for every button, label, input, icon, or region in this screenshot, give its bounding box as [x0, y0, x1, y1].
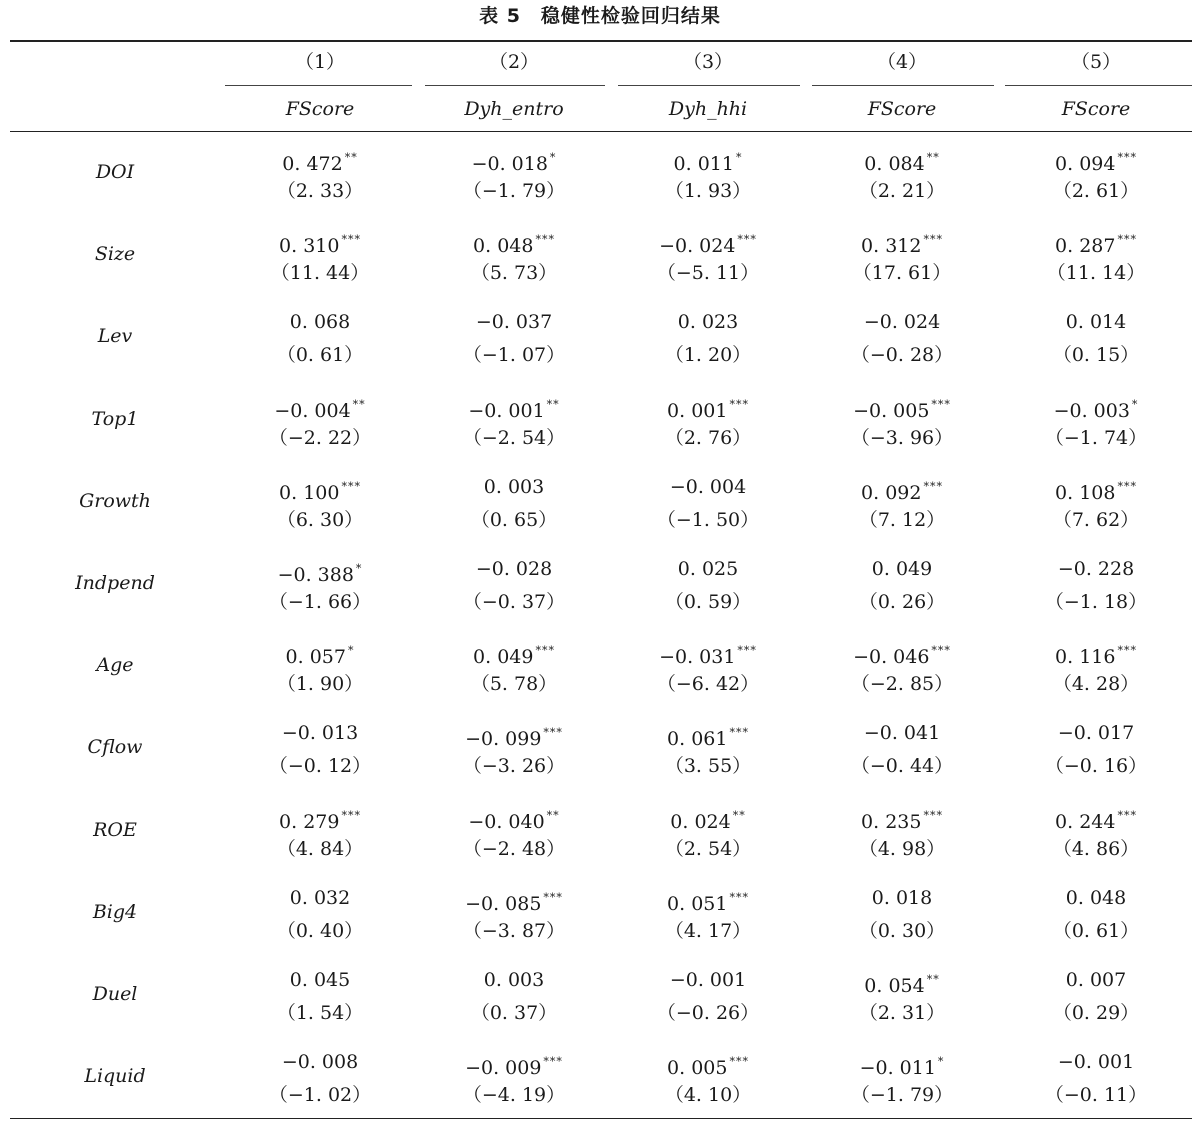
coefficient — [419, 310, 609, 334]
coefficient — [225, 804, 415, 834]
coefficient-value: 0. 057 — [285, 646, 346, 669]
coefficient — [419, 146, 609, 176]
variable-name: ROE — [93, 818, 137, 841]
coefficient — [613, 393, 803, 423]
significance-stars: ** — [926, 151, 940, 164]
coefficient-value: 0. 108 — [1055, 481, 1116, 504]
t-statistic: （−0. 26） — [656, 1002, 760, 1024]
t-statistic: （0. 59） — [664, 591, 752, 613]
coefficient — [807, 393, 997, 423]
coefficient-value: 0. 025 — [677, 558, 739, 580]
coefficient-value: −0. 008 — [281, 1051, 359, 1074]
variable-name: Growth — [79, 489, 151, 512]
coefficient — [419, 228, 609, 258]
t-statistic: （17. 61） — [852, 262, 952, 285]
coefficient-value: 0. 092 — [861, 481, 922, 504]
variable-name: DOI — [95, 161, 135, 183]
t-statistic: （−1. 07） — [462, 344, 566, 367]
coefficient — [613, 886, 803, 916]
t-statistic: （2. 21） — [858, 180, 946, 202]
t-statistic: （0. 30） — [858, 919, 946, 942]
t-statistic: （1. 54） — [276, 1002, 364, 1024]
coefficient — [225, 886, 415, 910]
coefficient — [225, 475, 415, 505]
coefficient — [1001, 639, 1191, 669]
coefficient — [1001, 1050, 1191, 1074]
t-statistic: （−1. 79） — [850, 1084, 954, 1107]
t-statistic: （4. 86） — [1052, 837, 1140, 860]
t-statistic: （2. 33） — [276, 180, 364, 202]
column-number: （4） — [876, 51, 928, 73]
coefficient — [419, 721, 609, 751]
coefficient — [613, 721, 803, 751]
coefficient-value: −0. 099 — [465, 728, 542, 751]
t-statistic: （−0. 16） — [1044, 755, 1148, 778]
coefficient — [613, 228, 803, 258]
t-statistic: （5. 73） — [470, 262, 558, 285]
t-statistic: （−4. 19） — [462, 1084, 566, 1107]
coefficient-value: 0. 024 — [670, 810, 731, 833]
significance-stars: *** — [923, 233, 943, 247]
coefficient-value: −0. 004 — [669, 475, 747, 498]
coefficient-value: −0. 041 — [863, 722, 941, 745]
t-statistic: （4. 10） — [664, 1084, 752, 1107]
variable-name: Age — [96, 654, 134, 677]
column-number: （2） — [488, 51, 540, 73]
significance-stars: *** — [737, 233, 757, 247]
top-rule — [10, 40, 1192, 42]
header-rule — [10, 131, 1192, 132]
t-statistic: （6. 30） — [276, 508, 364, 531]
t-statistic: （5. 78） — [470, 673, 558, 696]
coefficient-value: −0. 013 — [281, 722, 359, 745]
dependent-variable: FScore — [1061, 98, 1131, 120]
coefficient-value: 0. 068 — [289, 311, 351, 334]
coefficient — [419, 639, 609, 669]
significance-stars: *** — [1117, 808, 1137, 822]
coefficient — [419, 557, 609, 581]
variable-name: Top1 — [91, 407, 139, 430]
coefficient-value: 0. 094 — [1055, 153, 1116, 175]
t-statistic: （0. 29） — [1052, 1002, 1140, 1024]
coefficient-value: −0. 011 — [859, 1057, 936, 1080]
coefficient-value: 0. 048 — [473, 235, 534, 258]
t-statistic: （−1. 79） — [462, 180, 566, 202]
t-statistic: （1. 20） — [664, 344, 752, 367]
t-statistic: （−5. 11） — [656, 262, 760, 285]
t-statistic: （−0. 12） — [268, 755, 372, 778]
coefficient-value: −0. 018 — [471, 153, 548, 175]
coefficient-value: 0. 045 — [289, 969, 351, 991]
coefficient-value: −0. 009 — [465, 1057, 542, 1080]
significance-stars: ** — [352, 397, 366, 411]
significance-stars: *** — [543, 726, 563, 740]
t-statistic: （−6. 42） — [656, 673, 760, 696]
coefficient — [1001, 557, 1191, 581]
significance-stars: ** — [344, 151, 358, 164]
t-statistic: （11. 14） — [1046, 262, 1146, 285]
significance-stars: *** — [1117, 233, 1137, 247]
coefficient-value: 0. 472 — [282, 153, 343, 175]
dependent-variable: Dyh_hhi — [668, 98, 748, 120]
coefficient — [419, 475, 609, 499]
coefficient-value: 0. 032 — [289, 886, 351, 909]
coefficient — [225, 968, 415, 992]
coefficient — [225, 557, 415, 587]
t-statistic: （2. 31） — [858, 1002, 946, 1024]
significance-stars: *** — [729, 890, 749, 904]
coefficient-value: −0. 031 — [659, 646, 736, 669]
coefficient-value: 0. 001 — [667, 399, 728, 422]
coefficient — [807, 804, 997, 834]
variable-name: Big4 — [92, 900, 138, 923]
coefficient-value: 0. 007 — [1065, 969, 1127, 991]
coefficient-value: −0. 040 — [468, 810, 545, 833]
coefficient-value: −0. 037 — [475, 311, 553, 334]
coefficient — [807, 228, 997, 258]
significance-stars: *** — [923, 808, 943, 822]
significance-stars: * — [1131, 397, 1139, 411]
significance-stars: *** — [535, 644, 555, 658]
coefficient — [1001, 393, 1191, 423]
coefficient — [1001, 228, 1191, 258]
coefficient — [613, 475, 803, 499]
coefficient-value: 0. 287 — [1055, 235, 1116, 258]
coefficient-value: 0. 235 — [861, 810, 922, 833]
t-statistic: （0. 61） — [276, 344, 364, 367]
t-statistic: （−2. 54） — [462, 426, 566, 449]
t-statistic: （−2. 48） — [462, 837, 566, 860]
dependent-variable: Dyh_entro — [464, 98, 564, 120]
coefficient — [419, 968, 609, 992]
t-statistic: （−1. 50） — [656, 508, 760, 531]
significance-stars: *** — [535, 233, 555, 247]
t-statistic: （−0. 44） — [850, 755, 954, 778]
coefficient — [419, 393, 609, 423]
significance-stars: *** — [923, 479, 943, 493]
coefficient — [225, 146, 415, 176]
coefficient-value: 0. 014 — [1065, 311, 1127, 334]
variable-name: Indpend — [75, 572, 155, 594]
coefficient-value: 0. 005 — [667, 1057, 728, 1080]
t-statistic: （−3. 87） — [462, 919, 566, 942]
t-statistic: （−2. 85） — [850, 673, 954, 696]
coefficient — [807, 146, 997, 176]
coefficient-value: 0. 049 — [871, 558, 933, 580]
t-statistic: （−0. 37） — [462, 591, 566, 613]
t-statistic: （4. 28） — [1052, 673, 1140, 696]
coefficient-value: 0. 061 — [667, 728, 728, 751]
coefficient — [1001, 310, 1191, 334]
coefficient-value: −0. 228 — [1057, 558, 1135, 580]
variable-name: Size — [94, 243, 136, 266]
coefficient — [807, 886, 997, 910]
coefficient — [1001, 721, 1191, 745]
coefficient-value: −0. 003 — [1053, 399, 1130, 422]
coefficient-value: 0. 084 — [864, 153, 925, 175]
column-rule — [1005, 85, 1192, 86]
coefficient-value: −0. 005 — [853, 399, 930, 422]
bottom-rule — [10, 1118, 1192, 1119]
significance-stars: *** — [737, 644, 757, 658]
t-statistic: （2. 54） — [664, 837, 752, 860]
coefficient — [419, 1050, 609, 1080]
coefficient-value: −0. 024 — [659, 235, 736, 258]
coefficient-value: 0. 023 — [677, 311, 739, 334]
t-statistic: （−1. 18） — [1044, 591, 1148, 613]
t-statistic: （4. 84） — [276, 837, 364, 860]
t-statistic: （−3. 26） — [462, 755, 566, 778]
coefficient — [225, 310, 415, 334]
t-statistic: （7. 12） — [858, 508, 946, 531]
coefficient — [613, 968, 803, 992]
column-number: （1） — [294, 51, 346, 73]
coefficient — [613, 639, 803, 669]
t-statistic: （1. 93） — [664, 180, 752, 202]
coefficient-value: 0. 003 — [483, 475, 545, 498]
significance-stars: *** — [729, 397, 749, 411]
t-statistic: （−1. 74） — [1044, 426, 1148, 449]
variable-name: Cflow — [87, 736, 143, 759]
t-statistic: （0. 40） — [276, 919, 364, 942]
table-title: 表 5 稳健性检验回归结果 — [479, 5, 721, 27]
t-statistic: （11. 44） — [270, 262, 370, 285]
significance-stars: *** — [931, 397, 951, 411]
coefficient — [1001, 146, 1191, 176]
coefficient — [1001, 475, 1191, 505]
t-statistic: （0. 65） — [470, 508, 558, 531]
variable-name: Lev — [97, 325, 133, 348]
coefficient-value: 0. 018 — [871, 886, 933, 909]
coefficient — [613, 557, 803, 581]
t-statistic: （0. 61） — [1052, 919, 1140, 942]
coefficient — [225, 228, 415, 258]
coefficient-value: 0. 310 — [279, 235, 340, 258]
coefficient-value: −0. 017 — [1057, 722, 1135, 745]
coefficient — [807, 639, 997, 669]
column-number: （5） — [1070, 51, 1122, 73]
t-statistic: （4. 17） — [664, 919, 752, 942]
dependent-variable: FScore — [285, 98, 355, 120]
coefficient-value: 0. 244 — [1055, 810, 1116, 833]
t-statistic: （1. 90） — [276, 673, 364, 696]
coefficient — [1001, 968, 1191, 992]
coefficient — [225, 639, 415, 669]
t-statistic: （2. 61） — [1052, 180, 1140, 202]
coefficient-value: 0. 279 — [279, 810, 340, 833]
coefficient-value: 0. 011 — [673, 153, 734, 175]
t-statistic: （−1. 66） — [268, 591, 372, 613]
t-statistic: （3. 55） — [664, 755, 752, 778]
coefficient-value: −0. 001 — [1057, 1051, 1135, 1074]
coefficient — [807, 721, 997, 745]
significance-stars: ** — [926, 973, 940, 986]
coefficient-value: −0. 024 — [863, 311, 941, 334]
t-statistic: （2. 76） — [664, 426, 752, 449]
significance-stars: *** — [1117, 151, 1137, 164]
coefficient-value: 0. 054 — [864, 975, 925, 997]
significance-stars: * — [355, 562, 363, 575]
significance-stars: * — [549, 151, 557, 164]
t-statistic: （−2. 22） — [268, 426, 372, 449]
significance-stars: *** — [1117, 479, 1137, 493]
coefficient — [613, 146, 803, 176]
coefficient — [225, 393, 415, 423]
coefficient-value: −0. 001 — [468, 399, 545, 422]
t-statistic: （−0. 11） — [1044, 1084, 1148, 1107]
coefficient-value: 0. 049 — [473, 646, 534, 669]
coefficient — [807, 310, 997, 334]
coefficient-value: 0. 051 — [667, 892, 728, 915]
significance-stars: *** — [543, 890, 563, 904]
t-statistic: （7. 62） — [1052, 508, 1140, 531]
significance-stars: ** — [546, 808, 560, 822]
significance-stars: *** — [931, 644, 951, 658]
t-statistic: （0. 37） — [470, 1002, 558, 1024]
significance-stars: *** — [341, 808, 361, 822]
coefficient — [807, 968, 997, 998]
coefficient-value: −0. 001 — [669, 969, 747, 991]
significance-stars: *** — [341, 479, 361, 493]
coefficient-value: −0. 046 — [853, 646, 930, 669]
coefficient — [613, 310, 803, 334]
coefficient-value: 0. 312 — [861, 235, 922, 258]
variable-name: Liquid — [84, 1065, 146, 1088]
significance-stars: ** — [732, 808, 746, 822]
t-statistic: （−3. 96） — [850, 426, 954, 449]
coefficient — [1001, 804, 1191, 834]
coefficient — [807, 1050, 997, 1080]
t-statistic: （0. 15） — [1052, 344, 1140, 367]
t-statistic: （−1. 02） — [268, 1084, 372, 1107]
coefficient — [225, 1050, 415, 1074]
coefficient — [419, 886, 609, 916]
coefficient-value: −0. 028 — [475, 558, 553, 580]
significance-stars: *** — [729, 726, 749, 740]
significance-stars: * — [347, 644, 355, 658]
column-rule — [618, 85, 800, 86]
significance-stars: ** — [546, 397, 560, 411]
column-number: （3） — [682, 51, 734, 73]
coefficient-value: 0. 100 — [279, 481, 340, 504]
significance-stars: *** — [543, 1055, 563, 1069]
significance-stars: *** — [1117, 644, 1137, 658]
t-statistic: （−0. 28） — [850, 344, 954, 367]
coefficient — [1001, 886, 1191, 910]
column-rule — [812, 85, 994, 86]
coefficient-value: −0. 085 — [465, 892, 542, 915]
coefficient — [613, 804, 803, 834]
t-statistic: （0. 26） — [858, 591, 946, 613]
coefficient — [225, 721, 415, 745]
coefficient-value: −0. 004 — [274, 399, 351, 422]
significance-stars: *** — [341, 233, 361, 247]
coefficient-value: 0. 003 — [483, 969, 545, 991]
coefficient — [807, 557, 997, 581]
dependent-variable: FScore — [867, 98, 937, 120]
column-rule — [425, 85, 605, 86]
significance-stars: * — [937, 1055, 945, 1069]
significance-stars: * — [735, 151, 743, 164]
variable-name: Duel — [92, 983, 138, 1005]
coefficient — [613, 1050, 803, 1080]
column-rule — [225, 85, 412, 86]
significance-stars: *** — [729, 1055, 749, 1069]
coefficient-value: 0. 116 — [1055, 646, 1116, 669]
t-statistic: （4. 98） — [858, 837, 946, 860]
coefficient — [419, 804, 609, 834]
coefficient — [807, 475, 997, 505]
coefficient-value: −0. 388 — [277, 564, 354, 586]
coefficient-value: 0. 048 — [1065, 886, 1127, 909]
